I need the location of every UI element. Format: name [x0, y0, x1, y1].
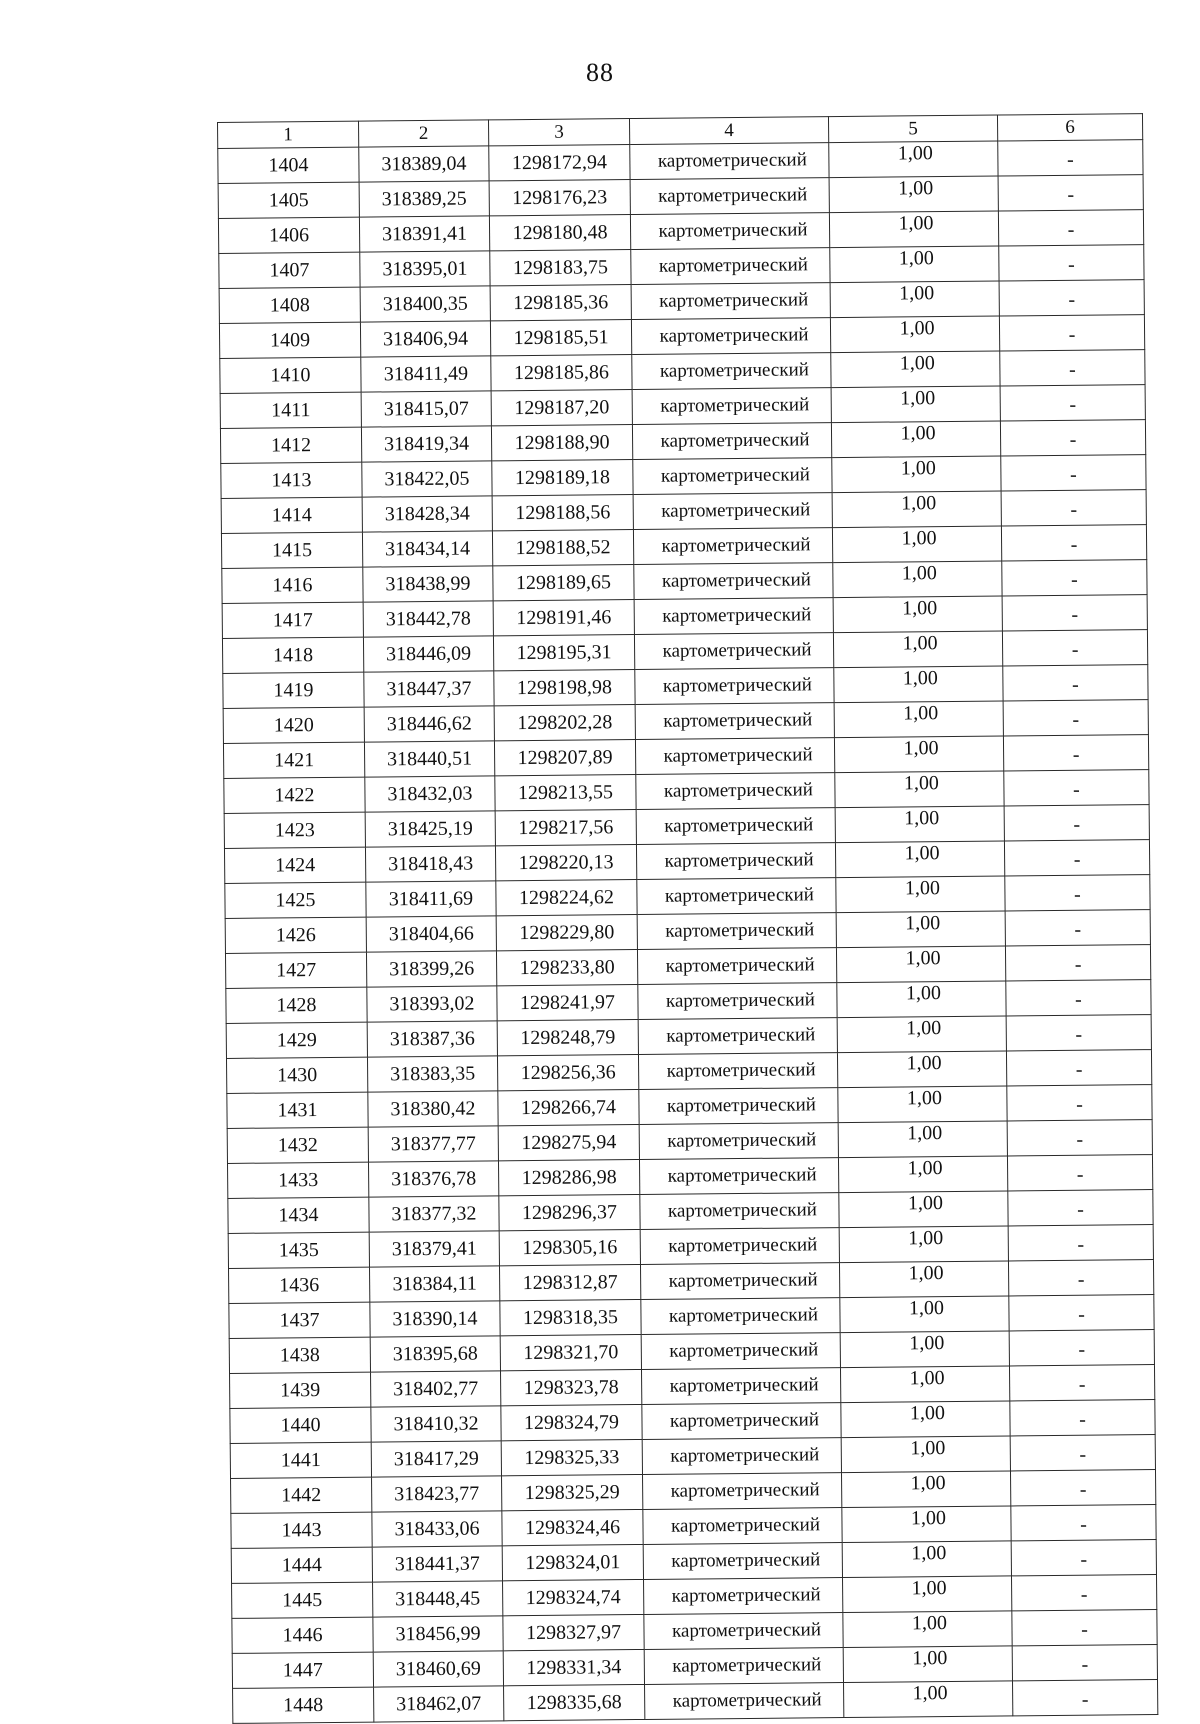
accuracy-cell: 1,00 — [843, 1646, 1012, 1683]
y-coordinate-cell: 1298266,74 — [498, 1089, 639, 1125]
method-cell: картометрический — [640, 1193, 839, 1230]
method-cell: картометрический — [632, 353, 831, 390]
accuracy-cell: 1,00 — [843, 1611, 1012, 1648]
point-number-cell: 1433 — [227, 1162, 368, 1198]
y-coordinate-cell: 1298229,80 — [496, 915, 637, 951]
point-number-cell: 1427 — [225, 952, 366, 988]
point-number-cell: 1441 — [230, 1442, 371, 1478]
y-coordinate-cell: 1298187,20 — [491, 390, 632, 426]
accuracy-cell: 1,00 — [838, 1156, 1007, 1193]
note-cell: - — [1008, 1225, 1153, 1261]
x-coordinate-cell: 318434,14 — [362, 531, 492, 567]
method-cell: картометрический — [643, 1473, 842, 1510]
x-coordinate-cell: 318399,26 — [366, 951, 496, 987]
accuracy-cell: 1,00 — [837, 1016, 1006, 1053]
note-cell: - — [1006, 1015, 1151, 1051]
method-cell: картометрический — [634, 563, 833, 600]
note-cell: - — [1003, 735, 1148, 771]
method-cell: картометрический — [637, 948, 836, 985]
method-cell: картометрический — [643, 1543, 842, 1580]
point-number-cell: 1407 — [219, 252, 360, 288]
method-cell: картометрический — [632, 423, 831, 460]
x-coordinate-cell: 318432,03 — [365, 776, 495, 812]
x-coordinate-cell: 318447,37 — [364, 671, 494, 707]
column-header-5: 5 — [828, 115, 997, 143]
accuracy-cell: 1,00 — [833, 596, 1002, 633]
x-coordinate-cell: 318442,78 — [363, 601, 493, 637]
x-coordinate-cell: 318411,69 — [366, 881, 496, 917]
note-cell: - — [1007, 1155, 1152, 1191]
method-cell: картометрический — [642, 1438, 841, 1475]
accuracy-cell: 1,00 — [831, 421, 1000, 458]
accuracy-cell: 1,00 — [837, 1051, 1006, 1088]
y-coordinate-cell: 1298172,94 — [489, 145, 630, 181]
accuracy-cell: 1,00 — [843, 1576, 1012, 1613]
point-number-cell: 1416 — [222, 567, 363, 603]
accuracy-cell: 1,00 — [832, 526, 1001, 563]
note-cell: - — [1006, 980, 1151, 1016]
point-number-cell: 1442 — [231, 1477, 372, 1513]
note-cell: - — [998, 140, 1143, 176]
point-number-cell: 1439 — [230, 1372, 371, 1408]
x-coordinate-cell: 318411,49 — [361, 356, 491, 392]
accuracy-cell: 1,00 — [839, 1226, 1008, 1263]
y-coordinate-cell: 1298324,46 — [502, 1509, 643, 1545]
note-cell: - — [1002, 560, 1147, 596]
note-cell: - — [1002, 630, 1147, 666]
column-header-3: 3 — [488, 119, 629, 146]
point-number-cell: 1425 — [225, 882, 366, 918]
point-number-cell: 1421 — [223, 742, 364, 778]
accuracy-cell: 1,00 — [829, 176, 998, 213]
note-cell: - — [1005, 910, 1150, 946]
method-cell: картометрический — [639, 1088, 838, 1125]
y-coordinate-cell: 1298202,28 — [494, 705, 635, 741]
x-coordinate-cell: 318417,29 — [371, 1441, 501, 1477]
y-coordinate-cell: 1298324,74 — [503, 1579, 644, 1615]
accuracy-cell: 1,00 — [835, 771, 1004, 808]
method-cell: картометрический — [640, 1263, 839, 1300]
accuracy-cell: 1,00 — [842, 1541, 1011, 1578]
x-coordinate-cell: 318404,66 — [366, 916, 496, 952]
accuracy-cell: 1,00 — [830, 316, 999, 353]
method-cell: картометрический — [639, 1123, 838, 1160]
note-cell: - — [1005, 945, 1150, 981]
point-number-cell: 1445 — [232, 1582, 373, 1618]
point-number-cell: 1408 — [219, 287, 360, 323]
y-coordinate-cell: 1298324,01 — [502, 1544, 643, 1580]
x-coordinate-cell: 318377,77 — [368, 1126, 498, 1162]
method-cell: картометрический — [631, 318, 830, 355]
x-coordinate-cell: 318400,35 — [360, 286, 490, 322]
y-coordinate-cell: 1298189,18 — [492, 460, 633, 496]
y-coordinate-cell: 1298220,13 — [495, 845, 636, 881]
accuracy-cell: 1,00 — [839, 1191, 1008, 1228]
note-cell: - — [1003, 700, 1148, 736]
x-coordinate-cell: 318389,04 — [359, 146, 489, 182]
method-cell: картометрический — [636, 808, 835, 845]
y-coordinate-cell: 1298325,33 — [501, 1439, 642, 1475]
y-coordinate-cell: 1298296,37 — [499, 1194, 640, 1230]
x-coordinate-cell: 318462,07 — [374, 1686, 504, 1722]
note-cell: - — [1009, 1365, 1154, 1401]
y-coordinate-cell: 1298233,80 — [496, 950, 637, 986]
accuracy-cell: 1,00 — [830, 281, 999, 318]
note-cell: - — [1009, 1330, 1154, 1366]
y-coordinate-cell: 1298183,75 — [490, 250, 631, 286]
x-coordinate-cell: 318438,99 — [363, 566, 493, 602]
point-number-cell: 1432 — [227, 1127, 368, 1163]
y-coordinate-cell: 1298224,62 — [496, 880, 637, 916]
method-cell: картометрический — [640, 1228, 839, 1265]
y-coordinate-cell: 1298321,70 — [500, 1334, 641, 1370]
method-cell: картометрический — [633, 528, 832, 565]
accuracy-cell: 1,00 — [833, 631, 1002, 668]
note-cell: - — [1008, 1260, 1153, 1296]
accuracy-cell: 1,00 — [840, 1366, 1009, 1403]
x-coordinate-cell: 318406,94 — [360, 321, 490, 357]
method-cell: картометрический — [630, 178, 829, 215]
x-coordinate-cell: 318383,35 — [367, 1056, 497, 1092]
accuracy-cell: 1,00 — [841, 1401, 1010, 1438]
note-cell: - — [999, 245, 1144, 281]
note-cell: - — [1012, 1610, 1157, 1646]
accuracy-cell: 1,00 — [844, 1681, 1013, 1718]
accuracy-cell: 1,00 — [841, 1471, 1010, 1508]
x-coordinate-cell: 318422,05 — [362, 461, 492, 497]
accuracy-cell: 1,00 — [829, 211, 998, 248]
note-cell: - — [1012, 1645, 1157, 1681]
point-number-cell: 1423 — [224, 812, 365, 848]
note-cell: - — [1010, 1400, 1155, 1436]
accuracy-cell: 1,00 — [840, 1331, 1009, 1368]
note-cell: - — [1007, 1120, 1152, 1156]
point-number-cell: 1443 — [231, 1512, 372, 1548]
x-coordinate-cell: 318446,09 — [363, 636, 493, 672]
note-cell: - — [1011, 1540, 1156, 1576]
note-cell: - — [1008, 1190, 1153, 1226]
y-coordinate-cell: 1298213,55 — [495, 775, 636, 811]
accuracy-cell: 1,00 — [831, 351, 1000, 388]
x-coordinate-cell: 318425,19 — [365, 811, 495, 847]
note-cell: - — [1001, 455, 1146, 491]
point-number-cell: 1426 — [225, 917, 366, 953]
point-number-cell: 1415 — [221, 532, 362, 568]
column-header-1: 1 — [218, 121, 359, 148]
y-coordinate-cell: 1298188,90 — [491, 425, 632, 461]
point-number-cell: 1414 — [221, 497, 362, 533]
method-cell: картометрический — [630, 213, 829, 250]
point-number-cell: 1438 — [229, 1337, 370, 1373]
x-coordinate-cell: 318402,77 — [371, 1371, 501, 1407]
point-number-cell: 1435 — [228, 1232, 369, 1268]
point-number-cell: 1417 — [222, 602, 363, 638]
x-coordinate-cell: 318395,01 — [360, 251, 490, 287]
point-number-cell: 1429 — [226, 1022, 367, 1058]
y-coordinate-cell: 1298207,89 — [494, 740, 635, 776]
y-coordinate-cell: 1298188,56 — [492, 495, 633, 531]
y-coordinate-cell: 1298241,97 — [497, 985, 638, 1021]
y-coordinate-cell: 1298248,79 — [497, 1019, 638, 1055]
note-cell: - — [1000, 385, 1145, 421]
accuracy-cell: 1,00 — [831, 386, 1000, 423]
y-coordinate-cell: 1298185,86 — [491, 355, 632, 391]
note-cell: - — [1004, 805, 1149, 841]
accuracy-cell: 1,00 — [832, 491, 1001, 528]
x-coordinate-cell: 318446,62 — [364, 706, 494, 742]
x-coordinate-cell: 318428,34 — [362, 496, 492, 532]
point-number-cell: 1440 — [230, 1407, 371, 1443]
x-coordinate-cell: 318395,68 — [370, 1336, 500, 1372]
x-coordinate-cell: 318418,43 — [365, 846, 495, 882]
method-cell: картометрический — [633, 493, 832, 530]
note-cell: - — [1001, 490, 1146, 526]
point-number-cell: 1413 — [221, 462, 362, 498]
note-cell: - — [1011, 1505, 1156, 1541]
method-cell: картометрический — [641, 1298, 840, 1335]
y-coordinate-cell: 1298180,48 — [489, 215, 630, 251]
note-cell: - — [1007, 1085, 1152, 1121]
point-number-cell: 1404 — [218, 147, 359, 183]
method-cell: картометрический — [631, 248, 830, 285]
y-coordinate-cell: 1298188,52 — [492, 530, 633, 566]
accuracy-cell: 1,00 — [839, 1261, 1008, 1298]
y-coordinate-cell: 1298324,79 — [501, 1404, 642, 1440]
method-cell: картометрический — [633, 458, 832, 495]
method-cell: картометрический — [638, 983, 837, 1020]
note-cell: - — [1004, 770, 1149, 806]
point-number-cell: 1428 — [226, 987, 367, 1023]
y-coordinate-cell: 1298185,36 — [490, 285, 631, 321]
column-header-2: 2 — [358, 120, 488, 147]
x-coordinate-cell: 318415,07 — [361, 391, 491, 427]
point-number-cell: 1420 — [223, 707, 364, 743]
accuracy-cell: 1,00 — [834, 701, 1003, 738]
point-number-cell: 1431 — [227, 1092, 368, 1128]
x-coordinate-cell: 318441,37 — [372, 1546, 502, 1582]
x-coordinate-cell: 318389,25 — [359, 181, 489, 217]
x-coordinate-cell: 318456,99 — [373, 1616, 503, 1652]
note-cell: - — [1010, 1435, 1155, 1471]
point-number-cell: 1447 — [232, 1652, 373, 1688]
coordinates-table — [217, 113, 1158, 1724]
y-coordinate-cell: 1298176,23 — [489, 180, 630, 216]
x-coordinate-cell: 318380,42 — [368, 1091, 498, 1127]
accuracy-cell: 1,00 — [830, 246, 999, 283]
y-coordinate-cell: 1298191,46 — [493, 600, 634, 636]
accuracy-cell: 1,00 — [833, 561, 1002, 598]
y-coordinate-cell: 1298189,65 — [493, 565, 634, 601]
point-number-cell: 1412 — [220, 427, 361, 463]
point-number-cell: 1446 — [232, 1617, 373, 1653]
method-cell: картометрический — [637, 913, 836, 950]
x-coordinate-cell: 318423,77 — [372, 1476, 502, 1512]
method-cell: картометрический — [644, 1613, 843, 1650]
x-coordinate-cell: 318419,34 — [361, 426, 491, 462]
note-cell: - — [1011, 1575, 1156, 1611]
point-number-cell: 1418 — [222, 637, 363, 673]
method-cell: картометрический — [632, 388, 831, 425]
accuracy-cell: 1,00 — [837, 981, 1006, 1018]
method-cell: картометрический — [644, 1578, 843, 1615]
x-coordinate-cell: 318390,14 — [370, 1301, 500, 1337]
accuracy-cell: 1,00 — [838, 1086, 1007, 1123]
note-cell: - — [1009, 1295, 1154, 1331]
y-coordinate-cell: 1298323,78 — [501, 1369, 642, 1405]
method-cell: картометрический — [635, 668, 834, 705]
x-coordinate-cell: 318448,45 — [373, 1581, 503, 1617]
note-cell: - — [1006, 1050, 1151, 1086]
x-coordinate-cell: 318377,32 — [369, 1196, 499, 1232]
accuracy-cell: 1,00 — [841, 1436, 1010, 1473]
method-cell: картометрический — [631, 283, 830, 320]
method-cell: картометрический — [645, 1683, 844, 1720]
y-coordinate-cell: 1298286,98 — [498, 1159, 639, 1195]
method-cell: картометрический — [643, 1508, 842, 1545]
point-number-cell: 1434 — [228, 1197, 369, 1233]
accuracy-cell: 1,00 — [838, 1121, 1007, 1158]
point-number-cell: 1406 — [218, 217, 359, 253]
accuracy-cell: 1,00 — [836, 911, 1005, 948]
point-number-cell: 1405 — [218, 182, 359, 218]
point-number-cell: 1437 — [229, 1302, 370, 1338]
table-body — [218, 140, 1158, 1724]
method-cell: картометрический — [634, 633, 833, 670]
x-coordinate-cell: 318410,32 — [371, 1406, 501, 1442]
point-number-cell: 1410 — [220, 357, 361, 393]
method-cell: картометрический — [641, 1368, 840, 1405]
column-header-6: 6 — [997, 114, 1142, 141]
y-coordinate-cell: 1298325,29 — [502, 1474, 643, 1510]
accuracy-cell: 1,00 — [836, 946, 1005, 983]
x-coordinate-cell: 318379,41 — [369, 1231, 499, 1267]
point-number-cell: 1430 — [226, 1057, 367, 1093]
method-cell: картометрический — [638, 1053, 837, 1090]
note-cell: - — [1001, 525, 1146, 561]
accuracy-cell: 1,00 — [834, 666, 1003, 703]
method-cell: картометрический — [634, 598, 833, 635]
note-cell: - — [998, 210, 1143, 246]
method-cell: картометрический — [630, 143, 829, 180]
accuracy-cell: 1,00 — [835, 806, 1004, 843]
point-number-cell: 1409 — [219, 322, 360, 358]
y-coordinate-cell: 1298195,31 — [493, 635, 634, 671]
point-number-cell: 1419 — [223, 672, 364, 708]
point-number-cell: 1424 — [224, 847, 365, 883]
method-cell: картометрический — [636, 843, 835, 880]
note-cell: - — [1004, 840, 1149, 876]
accuracy-cell: 1,00 — [840, 1296, 1009, 1333]
accuracy-cell: 1,00 — [835, 841, 1004, 878]
y-coordinate-cell: 1298318,35 — [500, 1299, 641, 1335]
y-coordinate-cell: 1298305,16 — [499, 1229, 640, 1265]
column-header-4: 4 — [629, 117, 828, 145]
note-cell: - — [1010, 1470, 1155, 1506]
x-coordinate-cell: 318387,36 — [367, 1021, 497, 1057]
note-cell: - — [1002, 595, 1147, 631]
point-number-cell: 1411 — [220, 392, 361, 428]
x-coordinate-cell: 318376,78 — [368, 1161, 498, 1197]
method-cell: картометрический — [639, 1158, 838, 1195]
note-cell: - — [1000, 350, 1145, 386]
point-number-cell: 1448 — [233, 1687, 374, 1723]
method-cell: картометрический — [641, 1333, 840, 1370]
point-number-cell: 1436 — [229, 1267, 370, 1303]
y-coordinate-cell: 1298217,56 — [495, 810, 636, 846]
y-coordinate-cell: 1298185,51 — [490, 320, 631, 356]
accuracy-cell: 1,00 — [836, 876, 1005, 913]
y-coordinate-cell: 1298312,87 — [499, 1264, 640, 1300]
method-cell: картометрический — [642, 1403, 841, 1440]
x-coordinate-cell: 318460,69 — [373, 1651, 503, 1687]
method-cell: картометрический — [637, 878, 836, 915]
accuracy-cell: 1,00 — [834, 736, 1003, 773]
note-cell: - — [1013, 1680, 1158, 1716]
note-cell: - — [999, 315, 1144, 351]
accuracy-cell: 1,00 — [829, 141, 998, 178]
y-coordinate-cell: 1298256,36 — [497, 1054, 638, 1090]
note-cell: - — [1000, 420, 1145, 456]
x-coordinate-cell: 318393,02 — [367, 986, 497, 1022]
method-cell: картометрический — [644, 1648, 843, 1685]
table-row — [233, 1680, 1158, 1724]
point-number-cell: 1422 — [224, 777, 365, 813]
page-number: 88 — [586, 58, 614, 87]
point-number-cell: 1444 — [231, 1547, 372, 1583]
coordinates-table-container — [217, 113, 1157, 1724]
accuracy-cell: 1,00 — [842, 1506, 1011, 1543]
y-coordinate-cell: 1298335,68 — [504, 1684, 645, 1720]
x-coordinate-cell: 318440,51 — [364, 741, 494, 777]
note-cell: - — [1003, 665, 1148, 701]
x-coordinate-cell: 318391,41 — [359, 216, 489, 252]
method-cell: картометрический — [638, 1018, 837, 1055]
x-coordinate-cell: 318433,06 — [372, 1511, 502, 1547]
note-cell: - — [999, 280, 1144, 316]
y-coordinate-cell: 1298275,94 — [498, 1124, 639, 1160]
note-cell: - — [998, 175, 1143, 211]
accuracy-cell: 1,00 — [832, 456, 1001, 493]
y-coordinate-cell: 1298327,97 — [503, 1614, 644, 1650]
method-cell: картометрический — [635, 703, 834, 740]
y-coordinate-cell: 1298331,34 — [503, 1649, 644, 1685]
method-cell: картометрический — [636, 773, 835, 810]
method-cell: картометрический — [635, 738, 834, 775]
note-cell: - — [1005, 875, 1150, 911]
x-coordinate-cell: 318384,11 — [369, 1266, 499, 1302]
y-coordinate-cell: 1298198,98 — [494, 670, 635, 706]
